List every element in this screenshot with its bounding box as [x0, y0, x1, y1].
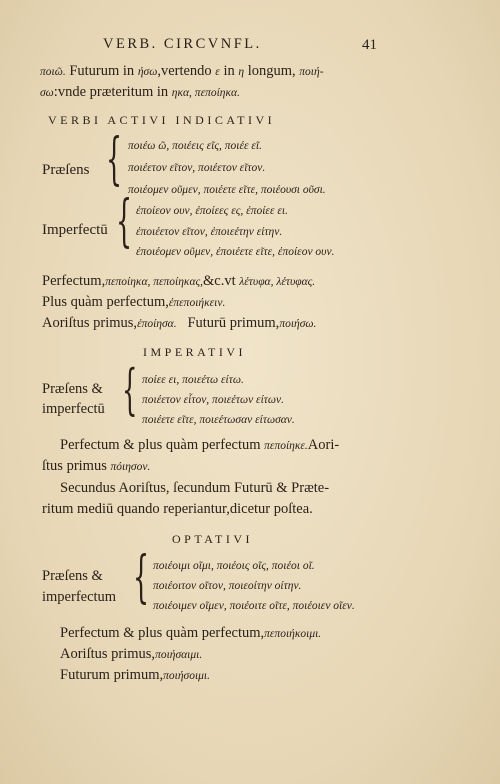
perfect-line: Perfectum,πεποίηκα, πεποίηκας,&c.vt λέτυφα, λέτυφας. — [42, 273, 316, 289]
imperfect-form-2: ἐποιέετον εῖτον, ἐποιεέτην εἰτην. — [136, 226, 283, 238]
running-title: VERB. CIRCVNFL. — [103, 36, 262, 52]
imperfect-form-1: ἐποίεον ουν, ἐποίεες ες, ἐποίεε ει. — [136, 205, 288, 217]
present-form-1: ποιέω ῶ, ποιέεις εῖς, ποιέε εῖ. — [128, 140, 262, 152]
optative-label-1: Præſens & — [42, 568, 103, 584]
pluperfect-line: Plus quàm perfectum,ἐπεποιήκειν. — [42, 294, 226, 310]
optative-aorist-line: Aoriſtus primus,ποιήσαιμι. — [60, 646, 203, 662]
imperative-para2-line2: ritum mediū quando reperiantur,dicetur poſtea. — [42, 501, 313, 517]
section-heading-optative: OPTATIVI — [172, 532, 254, 546]
imperative-form-1: ποίεε ει, ποιεέτω είτω. — [142, 374, 244, 386]
imperative-brace: { — [122, 358, 138, 421]
optative-perfect-line: Perfectum & plus quàm perfectum,πεποιήκοιμι. — [60, 625, 322, 641]
page-number: 41 — [362, 37, 377, 53]
present-form-2: ποιέετον εῖτον, ποιέετον εῖτον. — [128, 162, 266, 174]
present-brace: { — [106, 127, 123, 192]
imperative-label-2: imperfectū — [42, 401, 105, 417]
optative-form-3: ποιέοιμεν οῖμεν, ποιέοιτε οῖτε, ποιέοιεν οῖεν. — [153, 600, 355, 612]
present-label: Præſens — [42, 162, 90, 178]
section-heading-indicative: VERBI ACTIVI INDICATIVI — [48, 113, 276, 127]
imperfect-label: Imperfectū — [42, 222, 108, 238]
imperative-para1-line2: ſtus primus πόιησον. — [42, 458, 151, 474]
aorist-future-line: Aoriſtus primus,ἐποίησα. Futurū primum,ποιήσω. — [42, 315, 317, 331]
intro-line-2: σω:vnde præteritum in ηκα, πεποίηκα. — [40, 84, 240, 100]
imperfect-brace: { — [116, 189, 133, 254]
optative-brace: { — [133, 545, 150, 610]
imperative-para2-line1: Secundus Aoriſtus, ſecundum Futurū & Præte- — [60, 480, 330, 496]
optative-label-2: imperfectum — [42, 589, 117, 605]
imperative-label-1: Præſens & — [42, 381, 103, 397]
section-heading-imperative: IMPERATIVI — [143, 345, 246, 359]
imperfect-form-3: ἐποιέομεν οῦμεν, ἐποιέετε εῖτε, ἐποίεον ουν. — [136, 246, 335, 258]
imperative-form-2: ποιέετον εἶτον, ποιεέτων είτων. — [142, 394, 284, 406]
present-form-3: ποιέομεν οῦμεν, ποιέετε εῖτε, ποιέουσι οῦσι. — [128, 184, 326, 196]
imperative-form-3: ποιέετε εῖτε, ποιεέτωσαν είτωσαν. — [142, 414, 295, 426]
optative-form-1: ποιέοιμι οῖμι, ποιέοις οῖς, ποιέοι οῖ. — [153, 560, 315, 572]
optative-form-2: ποιέοιτον οῖτον, ποιεοίτην οίτην. — [153, 580, 302, 592]
imperative-para1-line1: Perfectum & plus quàm perfectum πεποίηκε.Aori- — [60, 437, 340, 453]
intro-line-1: ποιῶ. Futurum in ήσω,vertendo ε in η longum, ποιή- — [40, 63, 324, 79]
optative-future-line: Futurum primum,ποιήσοιμι. — [60, 667, 210, 683]
